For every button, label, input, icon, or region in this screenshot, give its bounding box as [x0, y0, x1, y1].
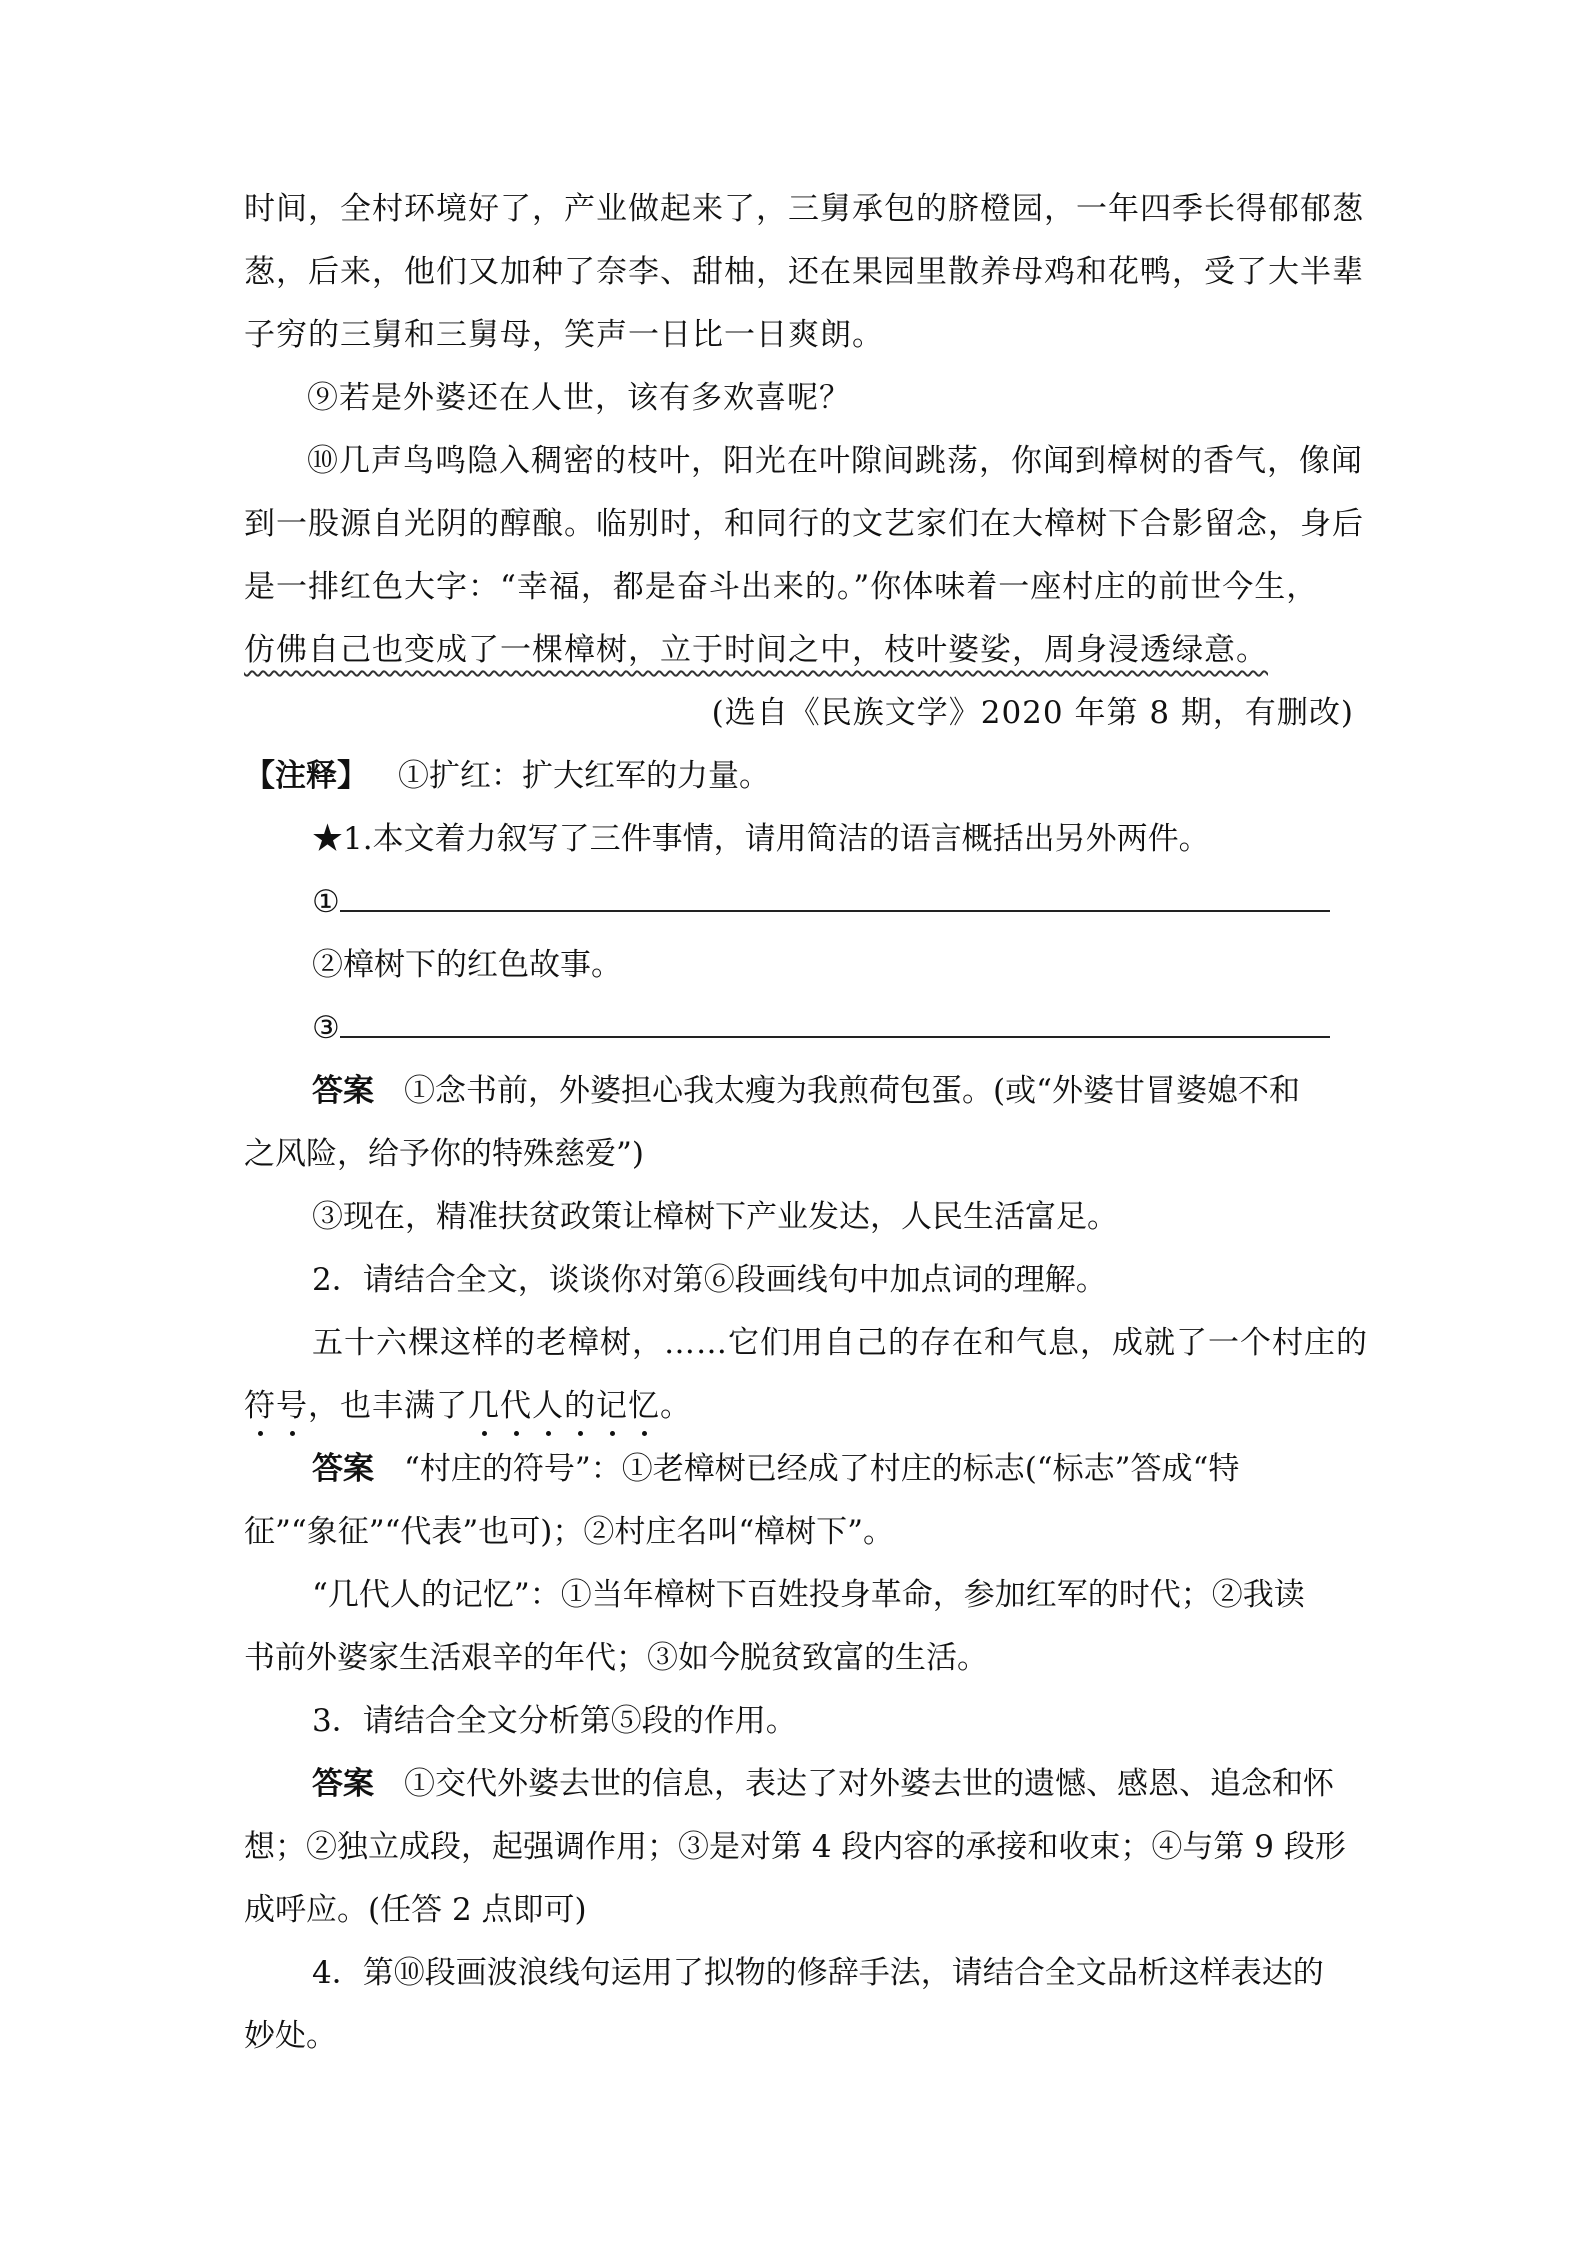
q1-item-2: ②樟树下的红色故事。 — [312, 947, 622, 983]
note-line — [244, 745, 1354, 808]
answer-blank-line[interactable] — [340, 1006, 1330, 1038]
passage-p10-line4-wavy — [244, 619, 1354, 682]
q1-answer-text: ①念书前，外婆担心我太瘦为我煎荷包蛋。(或“外婆甘冒婆媳不和 — [404, 1073, 1300, 1109]
passage-p10-line1: ⑩几声鸟鸣隐入稠密的枝叶，阳光在叶隙间跳荡，你闻到樟树的香气，像闻 — [307, 443, 1363, 479]
q1-blank-1-label: ① — [312, 884, 340, 920]
quote-text: ，也丰满了 — [308, 1388, 468, 1424]
q3-stem: 3．请结合全文分析第⑤段的作用。 — [312, 1703, 797, 1739]
passage-p8-line1: 时间，全村环境好了，产业做起来了，三舅承包的脐橙园，一年四季长得郁郁葱 — [244, 191, 1364, 227]
passage-p10-line3: 是一排红色大字：“幸福，都是奋斗出来的。”你体味着一座村庄的前世今生， — [244, 569, 1319, 605]
q2-quote-line2 — [244, 1375, 1354, 1438]
q1-answer-line3: ③现在，精准扶贫政策让樟树下产业发达，人民生活富足。 — [312, 1199, 1118, 1235]
wavy-underlined-sentence: 仿佛自己也变成了一棵樟树，立于时间之中，枝叶婆娑，周身浸透绿意。 — [244, 632, 1268, 668]
answer-label: 答案 — [312, 1073, 374, 1109]
dotted-char: 记 — [596, 1388, 628, 1424]
passage-source: (选自《民族文学》2020 年第 8 期，有删改) — [711, 695, 1354, 731]
q4-stem-line1: 4．第⑩段画波浪线句运用了拟物的修辞手法，请结合全文品析这样表达的 — [312, 1955, 1324, 1991]
dotted-char: 人 — [532, 1388, 564, 1424]
q4-stem-line2: 妙处。 — [244, 2018, 337, 2054]
q2-answer-line4: 书前外婆家生活艰辛的年代；③如今脱贫致富的生活。 — [244, 1640, 988, 1676]
document-page — [244, 178, 1368, 2068]
q3-answer-line2: 想；②独立成段，起强调作用；③是对第 4 段内容的承接和收束；④与第 9 段形 — [244, 1829, 1346, 1865]
q3-answer-text: ①交代外婆去世的信息，表达了对外婆去世的遗憾、感恩、追念和怀 — [404, 1766, 1334, 1802]
answer-label: 答案 — [312, 1766, 374, 1802]
q1-answer-line2: 之风险，给予你的特殊慈爱”) — [244, 1136, 644, 1172]
q1-stem: ★1.本文着力叙写了三件事情，请用简洁的语言概括出另外两件。 — [312, 821, 1210, 857]
note-label: 【注释】 — [244, 758, 368, 794]
answer-blank-line[interactable] — [340, 880, 1330, 912]
answer-label: 答案 — [312, 1451, 374, 1487]
dotted-char: 符 — [244, 1388, 276, 1424]
q2-quote-line1: 五十六棵这样的老樟树，……它们用自己的存在和气息，成就了一个村庄的 — [312, 1325, 1368, 1361]
passage-p8-line2: 葱，后来，他们又加种了奈李、甜柚，还在果园里散养母鸡和花鸭，受了大半辈 — [244, 254, 1364, 290]
q3-answer-line1 — [244, 1753, 1354, 1816]
q1-blank-3-label: ③ — [312, 1010, 340, 1046]
dotted-char: 号 — [276, 1388, 308, 1424]
passage-p10-line2: 到一股源自光阴的醇酿。临别时，和同行的文艺家们在大樟树下合影留念，身后 — [244, 506, 1364, 542]
quote-text: 。 — [660, 1388, 692, 1424]
q3-answer-line3: 成呼应。(任答 2 点即可) — [244, 1892, 587, 1928]
dotted-char: 几 — [468, 1388, 500, 1424]
q1-blank-1 — [244, 871, 1354, 934]
q2-answer-text: “村庄的符号”：①老樟树已经成了村庄的标志(“标志”答成“特 — [404, 1451, 1240, 1487]
dotted-char: 代 — [500, 1388, 532, 1424]
passage-p9: ⑨若是外婆还在人世，该有多欢喜呢？ — [307, 380, 851, 416]
q1-answer-line1 — [244, 1060, 1354, 1123]
note-text: ①扩红：扩大红军的力量。 — [398, 758, 770, 794]
q2-stem: 2．请结合全文，谈谈你对第⑥段画线句中加点词的理解。 — [312, 1262, 1107, 1298]
q2-answer-line1 — [244, 1438, 1354, 1501]
q1-blank-3 — [244, 997, 1354, 1060]
passage-p8-line3: 子穷的三舅和三舅母，笑声一日比一日爽朗。 — [244, 317, 884, 353]
q2-answer-line3: “几代人的记忆”：①当年樟树下百姓投身革命，参加红军的时代；②我读 — [312, 1577, 1305, 1613]
q2-answer-line2: 征”“象征”“代表”也可)；②村庄名叫“樟树下”。 — [244, 1514, 895, 1550]
dotted-char: 的 — [564, 1388, 596, 1424]
dotted-char: 忆 — [628, 1388, 660, 1424]
